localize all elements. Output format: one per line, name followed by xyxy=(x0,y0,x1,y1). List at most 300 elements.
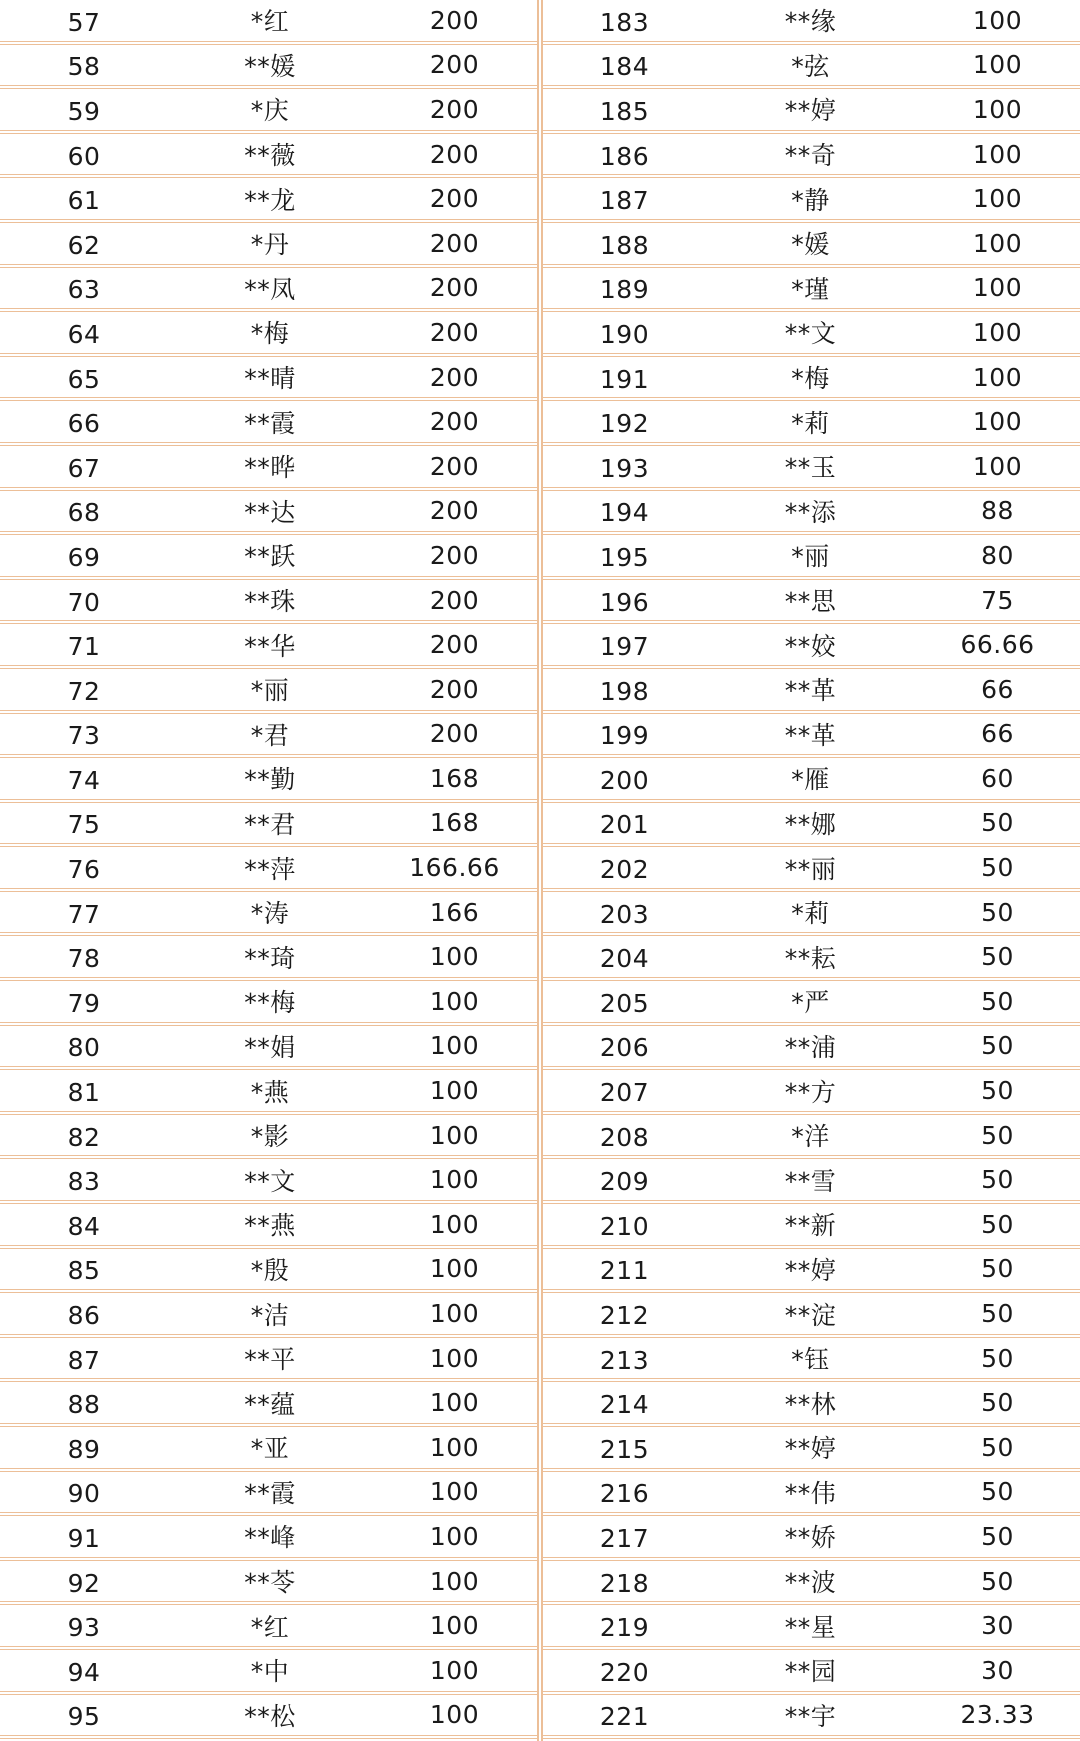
table-row xyxy=(0,669,537,714)
donor-name: **霞 xyxy=(244,1478,296,1508)
table-row xyxy=(543,624,1080,669)
row-index: 186 xyxy=(599,141,650,171)
donation-amount: 30 xyxy=(981,1655,1014,1685)
row-index: 185 xyxy=(599,96,650,126)
row-index: 82 xyxy=(67,1122,101,1152)
donation-amount: 100 xyxy=(972,317,1023,347)
table-row xyxy=(0,936,537,981)
donor-name: **波 xyxy=(784,1568,837,1598)
donation-amount: 50 xyxy=(981,897,1014,927)
table-row xyxy=(543,268,1080,313)
left-table xyxy=(0,0,537,1741)
donor-name: **婷 xyxy=(784,1255,837,1285)
row-index: 205 xyxy=(599,988,650,1018)
donor-name: **媛 xyxy=(244,51,296,81)
row-index: 210 xyxy=(599,1211,650,1241)
row-index: 193 xyxy=(599,453,650,483)
donor-name: *丹 xyxy=(250,230,290,260)
donation-amount: 100 xyxy=(429,986,480,1016)
donation-amount: 100 xyxy=(972,228,1023,258)
table-row xyxy=(0,1293,537,1338)
donor-name: **松 xyxy=(244,1701,296,1731)
row-index: 81 xyxy=(67,1078,101,1108)
donation-amount: 100 xyxy=(972,50,1023,80)
donor-name: **伟 xyxy=(784,1478,837,1508)
row-index: 187 xyxy=(599,186,650,216)
donor-name: **凤 xyxy=(244,274,296,304)
donor-name: **奇 xyxy=(784,141,837,171)
donation-amount: 50 xyxy=(981,1432,1014,1462)
row-index: 195 xyxy=(599,542,650,572)
donor-name: **龙 xyxy=(244,185,296,215)
donor-name: **文 xyxy=(244,1166,296,1196)
table-row xyxy=(0,1204,537,1249)
table-row xyxy=(0,580,537,625)
donor-name: **娇 xyxy=(784,1523,837,1553)
row-index: 202 xyxy=(599,855,650,885)
row-index: 95 xyxy=(67,1702,101,1732)
donation-amount: 168 xyxy=(429,808,480,838)
row-index: 184 xyxy=(599,52,650,82)
donor-name: *媛 xyxy=(791,230,830,260)
donation-amount: 200 xyxy=(429,630,480,660)
table-row xyxy=(0,1516,537,1561)
donor-name: **跃 xyxy=(244,542,296,572)
table-row xyxy=(0,1695,537,1740)
row-index: 189 xyxy=(599,275,650,305)
donor-name: **蕴 xyxy=(244,1389,296,1419)
donation-amount: 50 xyxy=(981,1388,1014,1418)
table-row xyxy=(543,1695,1080,1740)
donation-amount: 100 xyxy=(429,1611,480,1641)
donation-amount: 50 xyxy=(981,853,1014,883)
donor-name: **娜 xyxy=(784,809,837,839)
table-row xyxy=(543,1338,1080,1383)
donation-amount: 168 xyxy=(429,763,480,793)
donation-amount: 200 xyxy=(429,317,480,347)
donation-amount: 100 xyxy=(429,1566,480,1596)
table-row xyxy=(543,847,1080,892)
donation-amount: 100 xyxy=(429,1076,480,1106)
table-row xyxy=(0,1026,537,1071)
row-index: 208 xyxy=(599,1122,650,1152)
donation-amount: 50 xyxy=(981,1566,1014,1596)
donation-amount: 200 xyxy=(429,719,480,749)
donation-amount: 66 xyxy=(981,719,1014,749)
donor-name: **勤 xyxy=(244,765,296,795)
table-row xyxy=(543,1561,1080,1606)
donation-amount: 100 xyxy=(429,1299,480,1329)
donation-amount: 100 xyxy=(429,1388,480,1418)
table-row xyxy=(0,1070,537,1115)
row-index: 59 xyxy=(67,96,101,126)
row-index: 62 xyxy=(67,230,101,260)
table-row xyxy=(543,892,1080,937)
donor-name: **薇 xyxy=(244,141,296,171)
row-index: 85 xyxy=(67,1256,101,1286)
donation-amount: 50 xyxy=(981,1521,1014,1551)
table-row xyxy=(543,1516,1080,1561)
row-index: 218 xyxy=(599,1568,650,1598)
donor-name: **雪 xyxy=(784,1166,837,1196)
donation-amount: 100 xyxy=(429,1432,480,1462)
donation-amount: 50 xyxy=(981,1165,1014,1195)
row-index: 61 xyxy=(67,186,101,216)
table-row xyxy=(543,1427,1080,1472)
donor-name: *静 xyxy=(791,185,830,215)
donor-name: **革 xyxy=(784,676,837,706)
table-row xyxy=(543,580,1080,625)
table-row xyxy=(0,981,537,1026)
table-row xyxy=(0,624,537,669)
row-index: 79 xyxy=(67,988,101,1018)
row-index: 64 xyxy=(67,319,101,349)
table-row xyxy=(0,401,537,446)
row-index: 200 xyxy=(599,765,650,795)
table-row xyxy=(0,1561,537,1606)
donor-name: *君 xyxy=(250,720,290,750)
donor-name: *中 xyxy=(250,1657,290,1687)
table-row xyxy=(0,312,537,357)
table-row xyxy=(543,1382,1080,1427)
donation-amount: 100 xyxy=(429,1031,480,1061)
row-index: 197 xyxy=(599,632,650,662)
donation-amount: 50 xyxy=(981,808,1014,838)
donation-amount: 50 xyxy=(981,986,1014,1016)
donor-name: *丽 xyxy=(250,676,290,706)
donor-name: **淀 xyxy=(784,1300,837,1330)
row-index: 196 xyxy=(599,587,650,617)
donation-amount: 100 xyxy=(972,451,1023,481)
row-index: 76 xyxy=(67,855,101,885)
donor-name: **浦 xyxy=(784,1032,837,1062)
donation-amount: 100 xyxy=(429,1254,480,1284)
table-row xyxy=(0,491,537,536)
table-row xyxy=(543,491,1080,536)
donor-name: **婷 xyxy=(784,1434,837,1464)
row-index: 70 xyxy=(67,587,101,617)
table-row xyxy=(0,1605,537,1650)
table-row xyxy=(543,669,1080,714)
donation-amount: 50 xyxy=(981,1076,1014,1106)
row-index: 63 xyxy=(67,275,101,305)
donor-name: *莉 xyxy=(791,899,830,929)
row-index: 66 xyxy=(67,409,101,439)
donation-amount: 166 xyxy=(429,897,480,927)
donation-amount: 200 xyxy=(429,496,480,526)
donor-name: *梅 xyxy=(250,319,290,349)
table-row xyxy=(0,1115,537,1160)
donor-name: **新 xyxy=(784,1211,837,1241)
donation-amount: 100 xyxy=(429,1209,480,1239)
donor-name: *弦 xyxy=(791,51,830,81)
donation-amount: 100 xyxy=(972,407,1023,437)
table-row xyxy=(543,1026,1080,1071)
donation-amount: 75 xyxy=(981,585,1014,615)
donor-name: **丽 xyxy=(784,854,837,884)
donation-amount: 200 xyxy=(429,540,480,570)
donation-amount: 80 xyxy=(981,540,1014,570)
table-row xyxy=(543,1472,1080,1517)
donation-amount: 60 xyxy=(981,763,1014,793)
donor-name: *燕 xyxy=(250,1077,290,1107)
donor-name: **君 xyxy=(244,809,296,839)
table-row xyxy=(543,535,1080,580)
table-row xyxy=(0,357,537,402)
row-index: 190 xyxy=(599,319,650,349)
donation-amount: 100 xyxy=(429,1120,480,1150)
donor-name: *涛 xyxy=(250,899,290,929)
donor-name: *庆 xyxy=(250,96,290,126)
donor-name: **霞 xyxy=(244,408,296,438)
donation-amount: 100 xyxy=(972,5,1023,35)
table-row xyxy=(0,134,537,179)
donor-name: **婷 xyxy=(784,96,837,126)
table-row xyxy=(543,178,1080,223)
donor-name: **琦 xyxy=(244,943,296,973)
donation-amount: 50 xyxy=(981,1031,1014,1061)
table-row xyxy=(543,803,1080,848)
donation-amount: 88 xyxy=(981,496,1014,526)
table-row xyxy=(543,758,1080,803)
table-row xyxy=(0,223,537,268)
row-index: 88 xyxy=(67,1390,101,1420)
donation-amount: 100 xyxy=(429,1521,480,1551)
row-index: 219 xyxy=(599,1613,650,1643)
row-index: 71 xyxy=(67,632,101,662)
donor-name: *亚 xyxy=(250,1434,290,1464)
table-row xyxy=(543,1159,1080,1204)
donor-name: **燕 xyxy=(244,1211,296,1241)
table-row xyxy=(0,178,537,223)
table-row xyxy=(0,89,537,134)
donor-name: **玉 xyxy=(784,453,837,483)
row-index: 91 xyxy=(67,1523,101,1553)
donation-amount: 66.66 xyxy=(960,630,1035,660)
row-index: 87 xyxy=(67,1345,101,1375)
donation-amount: 200 xyxy=(429,362,480,392)
row-index: 211 xyxy=(599,1256,650,1286)
donor-name: **晔 xyxy=(244,453,296,483)
table-row xyxy=(543,0,1080,45)
table-row xyxy=(543,223,1080,268)
row-index: 217 xyxy=(599,1523,650,1553)
donor-name: **晴 xyxy=(244,364,296,394)
row-index: 58 xyxy=(67,52,101,82)
row-index: 212 xyxy=(599,1301,650,1331)
donor-name: *洋 xyxy=(791,1122,830,1152)
donor-name: **思 xyxy=(784,587,837,617)
row-index: 188 xyxy=(599,230,650,260)
donation-amount: 50 xyxy=(981,1299,1014,1329)
donation-amount: 23.33 xyxy=(960,1700,1035,1730)
table-row xyxy=(543,936,1080,981)
donation-amount: 200 xyxy=(429,228,480,258)
donation-amount: 200 xyxy=(429,451,480,481)
table-row xyxy=(0,1650,537,1695)
donation-amount: 50 xyxy=(981,1120,1014,1150)
row-index: 215 xyxy=(599,1434,650,1464)
row-index: 220 xyxy=(599,1657,650,1687)
row-index: 221 xyxy=(599,1702,650,1732)
donation-amount: 50 xyxy=(981,1343,1014,1373)
donor-name: *钰 xyxy=(791,1345,830,1375)
row-index: 207 xyxy=(599,1078,650,1108)
donor-name: **娟 xyxy=(244,1032,296,1062)
donor-name: **珠 xyxy=(244,587,296,617)
donor-name: *瑾 xyxy=(791,274,830,304)
donation-amount: 100 xyxy=(972,273,1023,303)
table-row xyxy=(0,1427,537,1472)
table-row xyxy=(0,446,537,491)
row-index: 214 xyxy=(599,1390,650,1420)
table-row xyxy=(0,847,537,892)
row-index: 84 xyxy=(67,1211,101,1241)
table-row xyxy=(0,1338,537,1383)
donation-amount: 200 xyxy=(429,50,480,80)
donation-amount: 200 xyxy=(429,273,480,303)
donation-amount: 200 xyxy=(429,407,480,437)
row-index: 60 xyxy=(67,141,101,171)
table-row xyxy=(543,401,1080,446)
table-row xyxy=(0,1472,537,1517)
table-row xyxy=(0,1382,537,1427)
row-index: 72 xyxy=(67,676,101,706)
table-row xyxy=(0,535,537,580)
donation-amount: 100 xyxy=(972,362,1023,392)
donor-name: **达 xyxy=(244,497,296,527)
donor-name: **缘 xyxy=(784,7,837,37)
table-row xyxy=(0,1249,537,1294)
table-row xyxy=(0,0,537,45)
row-index: 69 xyxy=(67,542,101,572)
row-index: 213 xyxy=(599,1345,650,1375)
donor-name: *莉 xyxy=(791,408,830,438)
row-index: 192 xyxy=(599,409,650,439)
row-index: 194 xyxy=(599,498,650,528)
donation-amount: 200 xyxy=(429,674,480,704)
donor-name: **星 xyxy=(784,1612,837,1642)
table-row xyxy=(543,981,1080,1026)
row-index: 67 xyxy=(67,453,101,483)
row-index: 65 xyxy=(67,364,101,394)
table-row xyxy=(543,1070,1080,1115)
donation-amount: 166.66 xyxy=(409,853,500,883)
donor-name: *殷 xyxy=(250,1255,290,1285)
row-index: 73 xyxy=(67,721,101,751)
table-row xyxy=(0,1159,537,1204)
row-index: 57 xyxy=(67,7,101,37)
donation-amount: 100 xyxy=(972,139,1023,169)
table-row xyxy=(543,446,1080,491)
table-row xyxy=(543,357,1080,402)
donation-amount: 100 xyxy=(429,942,480,972)
row-index: 209 xyxy=(599,1167,650,1197)
row-index: 206 xyxy=(599,1033,650,1063)
donor-name: **平 xyxy=(244,1345,296,1375)
donation-amount: 100 xyxy=(429,1477,480,1507)
donor-name: *丽 xyxy=(791,542,830,572)
table-row xyxy=(543,45,1080,90)
table-row xyxy=(543,714,1080,759)
donation-amount: 100 xyxy=(429,1165,480,1195)
donation-amount: 50 xyxy=(981,1254,1014,1284)
table-row xyxy=(543,312,1080,357)
table-row xyxy=(0,758,537,803)
row-index: 68 xyxy=(67,498,101,528)
donor-name: **苓 xyxy=(244,1568,296,1598)
row-index: 204 xyxy=(599,944,650,974)
table-row xyxy=(543,1204,1080,1249)
row-index: 75 xyxy=(67,810,101,840)
row-index: 90 xyxy=(67,1479,101,1509)
donor-name: *梅 xyxy=(791,364,830,394)
row-index: 86 xyxy=(67,1301,101,1331)
table-row xyxy=(0,268,537,313)
donor-name: **林 xyxy=(784,1389,837,1419)
row-index: 191 xyxy=(599,364,650,394)
row-index: 183 xyxy=(599,7,650,37)
donation-amount: 50 xyxy=(981,942,1014,972)
donation-amount: 200 xyxy=(429,184,480,214)
table-row xyxy=(0,714,537,759)
donation-amount: 50 xyxy=(981,1209,1014,1239)
donation-amount: 30 xyxy=(981,1611,1014,1641)
row-index: 92 xyxy=(67,1568,101,1598)
table-row xyxy=(0,45,537,90)
table-row xyxy=(543,89,1080,134)
row-index: 83 xyxy=(67,1167,101,1197)
donation-amount: 50 xyxy=(981,1477,1014,1507)
donor-name: **梅 xyxy=(244,988,296,1018)
row-index: 78 xyxy=(67,944,101,974)
table-row xyxy=(543,1293,1080,1338)
donation-amount: 100 xyxy=(972,94,1023,124)
row-index: 89 xyxy=(67,1434,101,1464)
table-row xyxy=(543,134,1080,179)
table-row xyxy=(543,1650,1080,1695)
donor-name: *雁 xyxy=(791,765,830,795)
donor-name: **萍 xyxy=(244,854,296,884)
table-row xyxy=(0,892,537,937)
donor-name: *红 xyxy=(250,7,290,37)
donation-amount: 100 xyxy=(429,1343,480,1373)
row-index: 74 xyxy=(67,765,101,795)
table-row xyxy=(543,1115,1080,1160)
donor-name: **耘 xyxy=(784,943,837,973)
row-index: 94 xyxy=(67,1657,101,1687)
table-row xyxy=(0,803,537,848)
donation-amount: 200 xyxy=(429,5,480,35)
donor-name: **宇 xyxy=(784,1701,837,1731)
table-row xyxy=(543,1605,1080,1650)
row-index: 216 xyxy=(599,1479,650,1509)
donation-amount: 100 xyxy=(429,1700,480,1730)
donor-name: **革 xyxy=(784,720,837,750)
donation-amount: 100 xyxy=(972,184,1023,214)
row-index: 77 xyxy=(67,899,101,929)
donation-amount: 200 xyxy=(429,94,480,124)
row-index: 198 xyxy=(599,676,650,706)
right-table xyxy=(543,0,1080,1741)
donation-amount: 200 xyxy=(429,139,480,169)
row-index: 199 xyxy=(599,721,650,751)
row-index: 201 xyxy=(599,810,650,840)
donation-amount: 200 xyxy=(429,585,480,615)
table-row xyxy=(543,1249,1080,1294)
donor-name: *红 xyxy=(250,1612,290,1642)
donor-name: **文 xyxy=(784,319,837,349)
